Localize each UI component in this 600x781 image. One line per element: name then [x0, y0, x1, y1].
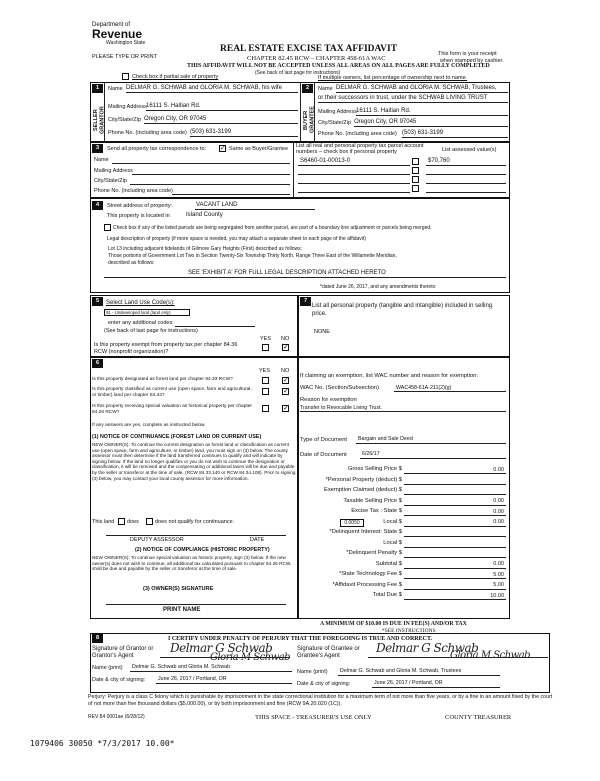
type-or-print: PLEASE TYPE OR PRINT [92, 54, 158, 60]
street-address-label: Street address of property: [107, 203, 173, 209]
grantee-signature[interactable]: Delmar G Schwab [376, 641, 479, 655]
see-back-5: (See back of last page for instructions) [104, 328, 198, 334]
personal-property-label: List all personal property (tangible and intangible) included in selling price. [312, 303, 493, 317]
reason-value[interactable]: Transfer to Revocable Living Trust. [300, 405, 382, 411]
amount-value[interactable]: 0.00 [493, 561, 504, 567]
perjury-notice: Perjury: Perjury is a class C felony which is punishable by imprisonment in the state correctional institution for a maximum term of not more than five years, or by a fine in an amount fixed by the court of not more than five thousand dollars ($5,000.00), or by both imprisonment and fine (RCW 9A.20.020 (1C)). [88, 694, 553, 707]
amount-value[interactable]: 5.00 [493, 582, 504, 588]
parcel-pp-checkbox-3[interactable] [412, 176, 419, 183]
historical-question: Is this property receiving special valuation as historical property per chapter 84.26 RCW? [92, 404, 252, 415]
amount-underline [404, 589, 506, 590]
legal-description-label: Legal description of property (if more space is needed, you may attach a separate sheet to each page of the affidavit) [107, 236, 366, 242]
amount-label: *Delinquent Penalty $ [346, 550, 402, 556]
continuance-title: (1) NOTICE OF CONTINUANCE (FOREST LAND OR CURRENT USE) [92, 434, 262, 440]
reason-label: Reason for exemption [300, 397, 357, 403]
parcel-pp-checkbox-4[interactable] [412, 185, 419, 192]
segregated-label: Check box if any of the listed parcels are being segregated from another parcel, are part of a boundary line adjustment or parcels being merged. [113, 225, 432, 231]
wac-label: WAC No. (Section/Subsection) [300, 385, 380, 391]
dept-name: Revenue [92, 27, 143, 42]
treasurer-use-only: THIS SPACE - TREASURER'S USE ONLY [255, 714, 372, 721]
send-address-label: Mailing Address [94, 168, 133, 174]
yes-col-6: YES [259, 368, 271, 374]
section-1-number: 1 [92, 84, 103, 93]
land-use-label: Select Land Use Code(s): [106, 300, 175, 306]
amount-label: *State Technology Fee $ [338, 571, 402, 577]
section-5-number: 5 [92, 297, 103, 306]
amount-value[interactable]: 0.00 [493, 508, 504, 515]
exempt-no-checkbox[interactable]: ✓ [283, 344, 289, 351]
forest-no-checkbox[interactable]: ✓ [283, 377, 289, 384]
buyer-name[interactable]: DELMAR G. SCHWAB and GLORIA M. SCHWAB, Trustees, [336, 85, 497, 91]
local-rate-box[interactable]: 0.0050 [340, 519, 364, 527]
amount-underline [404, 578, 506, 579]
amount-underline [404, 473, 506, 474]
street-address[interactable]: VACANT LAND [196, 202, 238, 208]
rev-number: REV 84 0001ae (6/28/12) [88, 714, 145, 720]
current-use-yes-checkbox[interactable] [262, 388, 269, 395]
buyer-phone-label: Phone No. (including area code) [318, 131, 397, 137]
amount-label: *Delinquent Interest: State $ [329, 529, 402, 535]
amount-label: Gross Selling Price $ [347, 466, 402, 472]
exempt-question: Is this property exempt from property tax per chapter 84.36 RCW (nonprofit organization)? [94, 342, 238, 355]
amount-label: Taxable Selling Price $ [343, 497, 402, 504]
historic-body: NEW OWNER(S): To continue special valuation as historic property, sign (3) below. If the new owner(s) does not wish to continue, all additional tax calculated pursuant to chapter 84.26 RCW, shall be due and payable by the seller or transferor at the time of sale. [92, 555, 292, 572]
parcel-pp-checkbox-1[interactable] [412, 158, 419, 165]
see-back-note: (See back of last page for instructions) [255, 70, 341, 76]
amount-value[interactable]: 0.00 [493, 498, 504, 504]
amount-value[interactable]: 5.00 [493, 571, 504, 578]
legal-line-4[interactable]: SEE 'EXHIBIT A' FOR FULL LEGAL DESCRIPTION ATTACHED HERETO [188, 270, 386, 276]
amount-underline [404, 515, 506, 516]
amount-underline [404, 526, 506, 527]
grantor-name-label: Name (print) [92, 665, 123, 671]
same-as-buyer-checkbox[interactable]: ✓ [220, 145, 226, 152]
this-land-label: This land [92, 519, 115, 525]
amount-underline [404, 505, 506, 506]
wac-value[interactable]: WAC458-61A-211(2)(g) [396, 385, 452, 391]
amount-value[interactable]: 0.00 [493, 519, 504, 525]
send-name-label: Name [94, 157, 109, 163]
county-name[interactable]: Island County [186, 212, 223, 218]
recording-stamp: 1079406 30050 *7/3/2017 10.00* [30, 739, 175, 748]
seller-name-label: Name [108, 86, 123, 92]
does-not-qualify-checkbox[interactable] [146, 518, 153, 525]
amount-value[interactable]: 10.00 [490, 592, 504, 599]
grantor-name[interactable]: Delmar G. Schwab and Gloria M. Schwab [132, 664, 231, 670]
amount-label: Total Due $ [372, 592, 402, 598]
current-use-question: Is this property classified as current use (open space, farm and agricultural, or timber) land per chapter 84.34? [92, 387, 252, 398]
seller-phone[interactable]: (503) 631-3199 [190, 129, 232, 135]
no-col-6: NO [281, 368, 290, 374]
seller-address[interactable]: 16111 S. Haitian Rd. [146, 103, 201, 109]
parcel-pp-checkbox-2[interactable] [412, 167, 419, 174]
amount-label: *Personal Property (deduct) $ [325, 476, 402, 483]
deputy-date-label: DATE [250, 537, 265, 543]
land-use-select[interactable]: 91 - Undeveloped land (land only) [104, 309, 190, 316]
historical-no-checkbox[interactable]: ✓ [283, 405, 289, 412]
current-use-no-checkbox[interactable]: ✓ [283, 388, 289, 395]
partial-sale-checkbox[interactable] [122, 73, 129, 80]
doc-type-value[interactable]: Bargain and Sale Deed [358, 436, 413, 442]
forest-yes-checkbox[interactable] [262, 377, 269, 384]
exemption-label: If claiming an exemption, list WAC number and reason for exemption: [300, 373, 478, 379]
grantee-signature-label: Signature of Grantee or Grantee's Agent [297, 646, 360, 659]
form-warning: THIS AFFIDAVIT WILL NOT BE ACCEPTED UNLESS ALL AREAS ON ALL PAGES ARE FULLY COMPLETED [187, 63, 490, 69]
amount-label: Local $ [383, 518, 402, 525]
buyer-name-cont[interactable]: or their successors in trust, under the SCHWAB LIVING TRUST [318, 95, 488, 101]
buyer-phone[interactable]: (503) 631-3199 [402, 130, 444, 136]
grantor-signature-2[interactable]: Gloria M Schwab [210, 652, 291, 663]
amount-underline [404, 494, 506, 495]
receipt-note-1: This form is your receipt [438, 51, 497, 57]
parcel-list-label: List all real and personal property tax parcel account numbers – check box if personal property [296, 143, 424, 155]
assessed-list-label: List assessed value(s) [442, 147, 497, 153]
revenue-logo [92, 22, 145, 46]
amount-underline [404, 484, 506, 485]
section-7-number: 7 [300, 297, 311, 306]
additional-codes-label: enter any additional codes: [108, 320, 174, 326]
amount-label: *Affidavit Processing Fee $ [332, 581, 402, 588]
send-phone-label: Phone No. (including area code) [94, 188, 173, 194]
form-title: REAL ESTATE EXCISE TAX AFFIDAVIT [220, 44, 398, 54]
amount-label: Local $ [383, 539, 402, 546]
parcel-number[interactable]: S6460-01-00013-0 [300, 158, 351, 164]
section-3-number: 3 [92, 144, 103, 153]
seller-phone-label: Phone No. (including area code) [108, 130, 187, 136]
buyer-side-label: BUYER GRANTEE [303, 106, 316, 134]
multiple-owners-note: If multiple owners, list percentage of ownership next to name. [318, 75, 468, 81]
amount-value[interactable]: 0.00 [493, 466, 504, 473]
exempt-yes-checkbox[interactable] [262, 344, 269, 351]
section-6-number: 6 [92, 359, 103, 368]
dated-amendments: *dated June 26, 2017, and any amendments thereto [320, 284, 436, 290]
see-instructions: *SEE INSTRUCTIONS [382, 628, 436, 634]
seller-side-label: SELLER GRANTOR [93, 106, 106, 134]
located-in-label: This property is located in [107, 213, 170, 219]
section-4-number: 4 [92, 201, 103, 210]
section-2-number: 2 [302, 84, 313, 93]
certify-statement: I CERTIFY UNDER PENALTY OF PERJURY THAT THE FOREGOING IS TRUE AND CORRECT. [168, 636, 433, 642]
seller-name[interactable]: DELMAR G. SCHWAB and GLORIA M. SCHWAB, his wife [126, 85, 282, 91]
send-correspondence-label: Send all property tax correspondence to: [107, 146, 207, 152]
forest-land-question: Is this property designated as forest land per chapter 84.33 RCW? [92, 377, 233, 382]
doc-date-label: Date of Document [300, 452, 347, 458]
amount-underline [404, 557, 506, 558]
grantor-signature[interactable]: Delmar G Schwab [170, 641, 273, 655]
grantee-signature-2[interactable]: Gloria M Schwab [450, 650, 531, 661]
section-8-number: 8 [92, 634, 103, 643]
owner-signature-label: (3) OWNER(S) SIGNATURE [143, 586, 214, 592]
buyer-city-label: City/State/Zip [318, 120, 352, 126]
grantor-date[interactable]: June 26, 2017 / Portland, OR [158, 676, 227, 682]
grantor-signature-label: Signature of Grantor or Grantor's Agent [92, 646, 154, 659]
does-label: does [127, 519, 139, 525]
does-qualify-checkbox[interactable] [118, 518, 125, 525]
seller-city-label: City/State/Zip [108, 117, 142, 123]
does-not-label: does not qualify for continuance. [155, 519, 235, 525]
historical-yes-checkbox[interactable] [262, 405, 269, 412]
county-treasurer: COUNTY TREASURER [445, 714, 512, 721]
historic-title: (2) NOTICE OF COMPLIANCE (HISTORIC PROPERTY) [135, 547, 270, 553]
assessed-value[interactable]: $70,760 [428, 158, 450, 164]
buyer-address-label: Mailing Address [318, 109, 357, 115]
buyer-name-label: Name [318, 86, 333, 92]
buyer-city[interactable]: Oregon City, OR 97045 [354, 119, 417, 125]
personal-property-value[interactable]: NONE [314, 329, 330, 335]
if-any-yes: If any answers are yes, complete as instructed below. [92, 423, 206, 428]
seller-city[interactable]: Oregon City, OR 97045 [144, 116, 207, 122]
partial-sale-label: Check box if partial sale of property [132, 74, 219, 80]
grantor-date-label: Date & city of signing: [92, 677, 146, 683]
grantee-date[interactable]: June 26, 2017 / Portland, OR [374, 680, 443, 686]
grantee-name[interactable]: Delmar G. Schwab and Gloria M. Schwab, Trustees [340, 668, 462, 674]
amount-underline [404, 547, 506, 548]
minimum-due: A MINIMUM OF $10.00 IS DUE IN FEE(S) AND/OR TAX [320, 621, 467, 627]
form-chapters: CHAPTER 82.45 RCW – CHAPTER 458-61A WAC [247, 55, 386, 62]
yes-col-5: YES [260, 336, 272, 342]
dept-line1: Department of [92, 22, 131, 28]
send-city-label: City/State/Zip [94, 178, 128, 184]
receipt-note-2: when stamped by cashier. [440, 58, 504, 64]
grantee-date-label: Date & city of signing: [297, 681, 351, 687]
amount-label: Excise Tax : State $ [351, 508, 402, 514]
amount-label: Subtotal $ [375, 560, 402, 567]
deputy-assessor-label: DEPUTY ASSESSOR [130, 537, 184, 543]
continuance-body: NEW OWNER(S): To continue the current designation as forest land or classification as current use (open space, farm and agriculture, or timber) land, you must sign on (3) below. The county assessor must then determine if the land transferred continues to qualify and will indicate by signing below. If the land no longer qualifies or you do not wish to continue the designation or classification, it will be removed and the compensating or additional taxes will be due and payable by the seller or transferor at the time of sale. (RCW 84.33.140 or RCW 84.34.108). Prior to signing (3) below, you may contact your local county assessor for more information. [92, 442, 296, 481]
seller-address-label: Mailing Address [108, 104, 147, 110]
segregated-checkbox[interactable] [104, 224, 111, 231]
same-as-buyer-label: Same as Buyer/Grantee [229, 146, 289, 152]
no-col-5: NO [281, 336, 290, 342]
buyer-address[interactable]: 16111 S. Haitian Rd. [356, 108, 411, 114]
doc-date-value[interactable]: 6/26/17 [362, 451, 380, 457]
amount-underline [404, 599, 506, 600]
legal-line-2[interactable]: Those portions of Government Lot Two in Section Twenty-Six Township Thirty North, Range Three East of the Willamette Meridian, [108, 253, 397, 259]
amount-underline [404, 568, 506, 569]
print-name-label: PRINT NAME [163, 607, 201, 613]
amount-label: Exemption Claimed (deduct) $ [324, 487, 402, 493]
amount-underline [404, 536, 506, 537]
legal-line-1[interactable]: Lot 13 including adjacent tidelands of Gilmore Gary Heights (First) described as follows: [108, 246, 302, 252]
legal-line-3[interactable]: described as follows: [108, 260, 155, 266]
dept-line3: Washington State [106, 40, 146, 47]
doc-type-label: Type of Document [300, 437, 348, 443]
grantee-name-label: Name (print) [297, 669, 328, 675]
